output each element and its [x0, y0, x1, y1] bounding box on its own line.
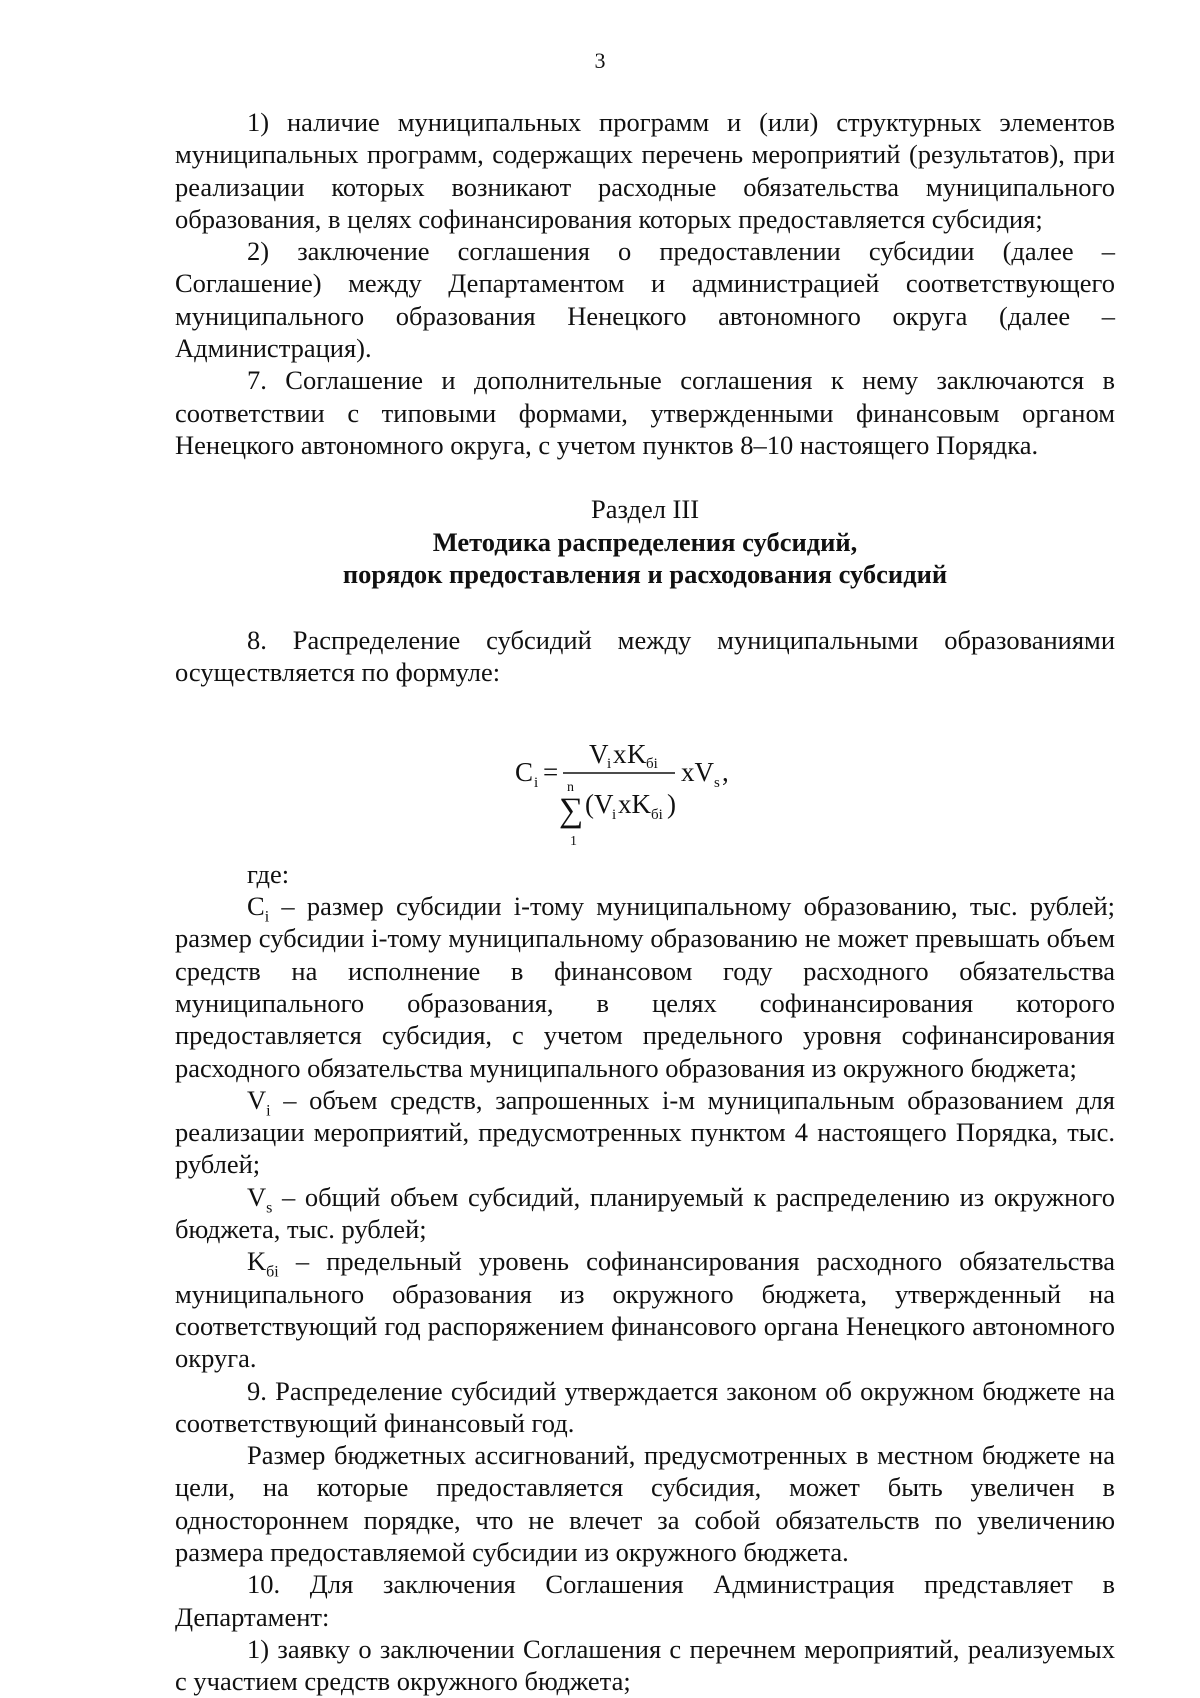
- definition-kb: [175, 1245, 1115, 1374]
- formula-sum-lower: 1: [570, 833, 577, 849]
- formula-sum-sign: ∑: [559, 791, 584, 829]
- definition-ci-symbol: C: [247, 891, 265, 922]
- formula-den-close: ): [667, 788, 676, 819]
- document-body: [175, 106, 1115, 1697]
- formula-equals: =: [543, 756, 559, 787]
- paragraph-clause-7: 7. Соглашение и дополнительные соглашения к нему заключаются в соответствии с типовыми формами, утвержденными финансовым органом Ненецкого автономного округа, с учетом пунктов 8–10 настоящего Порядка.: [175, 365, 1115, 460]
- formula-den-open: (V: [585, 788, 614, 819]
- section-title-line-2: порядок предоставления и расходования субсидий: [342, 558, 948, 589]
- definition-vi-symbol: V: [247, 1084, 267, 1115]
- paragraph-item-1: 1) наличие муниципальных программ и (или) структурных элементов муниципальных программ, содержащих перечень мероприятий (результатов), при реализации которых возникают расходные обязательства муниципального образования, в целях софинансирования которых предоставляется субсидия;: [175, 107, 1115, 234]
- formula-lhs: C: [515, 756, 534, 787]
- distribution-formula: [175, 703, 1115, 858]
- definition-vi-text: – объем средств, запрошенных i-м муниципальным образованием для реализации мероприятий, предусмотренных пунктом 4 настоящего Порядка, тыс. рублей;: [175, 1084, 1115, 1180]
- definition-ci-text: – размер субсидии i-тому муниципальному образованию, тыс. рублей; размер субсидии i-тому муниципальному образованию не может превышать объем средств на исполнение в финансовом году расходного обязательства муниципального образования, в целях софинансирования которого предоставляется субсидия, с учетом предельного уровня софинансирования расходного обязательства муниципального образования из окружного бюджета;: [175, 891, 1115, 1083]
- page-number: 3: [594, 48, 606, 73]
- definition-vs-sub: s: [266, 1199, 273, 1217]
- formula-rhs-comma: ,: [722, 756, 729, 787]
- formula-den-k-sub: бi: [651, 806, 663, 823]
- section-title-line-1: Методика распределения субсидий,: [432, 526, 858, 557]
- formula-num-x: x: [613, 738, 627, 769]
- formula-rhs-xv: xV: [681, 756, 714, 787]
- formula-den-xk: xK: [618, 788, 651, 819]
- section-heading: [175, 493, 1115, 590]
- paragraph-clause-10-item-1: 1) заявку о заключении Соглашения с перечнем мероприятий, реализуемых с участием средств окружного бюджета;: [175, 1633, 1115, 1697]
- section-label: Раздел III: [590, 494, 700, 525]
- definition-vs: [175, 1181, 1115, 1246]
- formula-rhs-sub: s: [714, 774, 720, 791]
- definition-vs-text: – общий объем субсидий, планируемый к распределению из окружного бюджета, тыс. рублей;: [175, 1181, 1115, 1245]
- definition-ci-sub: i: [264, 908, 270, 926]
- paragraph-item-2: 2) заключение соглашения о предоставлении субсидии (далее – Соглашение) между Департаментом и администрацией соответствующего муниципального образования Ненецкого автономного округа (далее – Администрация).: [175, 236, 1115, 364]
- definition-kb-sub: бi: [266, 1263, 279, 1281]
- definition-kb-symbol: K: [247, 1246, 267, 1277]
- formula-num-k: K: [627, 738, 647, 769]
- formula-sum-upper: n: [567, 779, 574, 795]
- definition-kb-text: – предельный уровень софинансирования расходного обязательства муниципального образования из окружного бюджета, утвержденный на соответствующий год распоряжением финансового органа Ненецкого автономного округа.: [175, 1246, 1115, 1374]
- definition-vs-symbol: V: [247, 1181, 267, 1212]
- definition-vi-sub: i: [266, 1102, 271, 1120]
- formula-den-v-sub: i: [612, 806, 617, 823]
- paragraph-clause-10: 10. Для заключения Соглашения Администрация представляет в Департамент:: [175, 1569, 1115, 1632]
- formula-num-v-sub: i: [607, 755, 612, 772]
- paragraph-budget-size: Размер бюджетных ассигнований, предусмотренных в местном бюджете на цели, на которые предоставляется субсидия, может быть увеличен в одностороннем порядке, что не влечет за собой обязательств по увеличению размера предоставляемой субсидии из окружного бюджета.: [175, 1440, 1115, 1567]
- formula-graphic: [515, 703, 775, 858]
- formula-lhs-sub: i: [534, 774, 539, 791]
- paragraph-clause-8: 8. Распределение субсидий между муниципальными образованиями осуществляется по формуле:: [175, 625, 1115, 688]
- where-label: где:: [247, 858, 290, 889]
- definition-ci: [175, 890, 1115, 1084]
- formula-num-v: V: [589, 738, 609, 769]
- definition-vi: [175, 1084, 1115, 1181]
- paragraph-clause-9: 9. Распределение субсидий утверждается законом об окружном бюджете на соответствующий финансовый год.: [175, 1375, 1115, 1438]
- formula-num-k-sub: бi: [646, 755, 658, 772]
